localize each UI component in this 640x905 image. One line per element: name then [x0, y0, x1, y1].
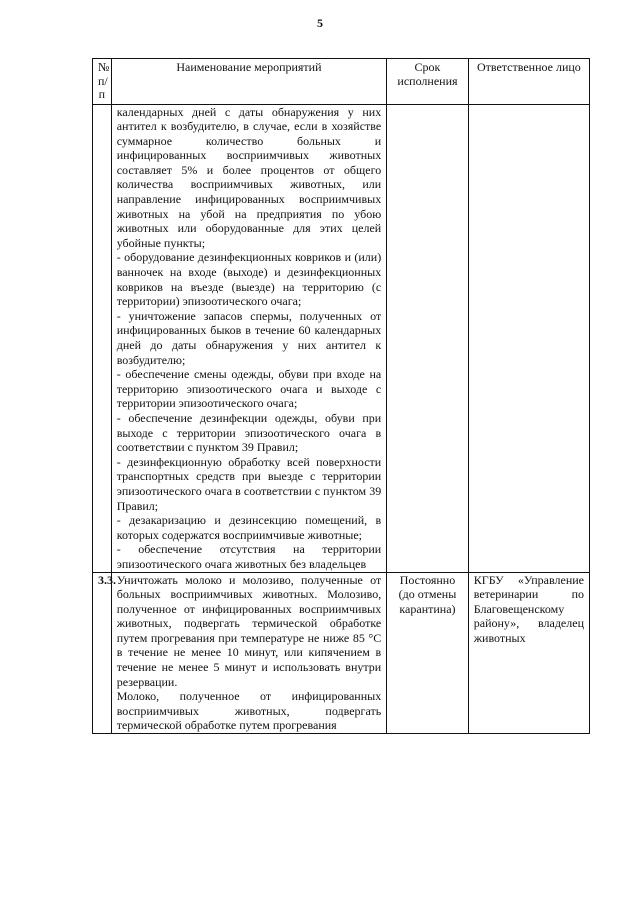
- table-row: [93, 104, 590, 572]
- row-number: 3.3.: [93, 572, 112, 734]
- table-header-row: [93, 59, 590, 105]
- header-name: Наименование мероприятий: [111, 59, 386, 105]
- measure-paragraph: Уничтожать молоко и молозиво, полученные от больных восприимчивых животных. Молозиво, полученное от инфицированных восприимчивых животных, подвергать термической обработке путем прогревания при температуре не ниже 85 °С в течение не менее 10 минут, или кипячением в течение не менее 5 минут и использовать внутри резервации.: [116, 572, 382, 689]
- page-number: 5: [317, 16, 323, 30]
- measure-paragraph: календарных дней с даты обнаружения у них антител к возбудителю, в случае, если в хозяйстве суммарное количество больных и инфицированных восприимчивых животных составляет 5% и более процентов от общего количества восприимчивых животных, или направление инфицированных восприимчивых животных на убой на предприятия по убою животных или оборудованные для этих целей убойные пункты;: [116, 104, 382, 250]
- measure-paragraph: - дезакаризацию и дезинсекцию помещений, в которых содержатся восприимчивые животные;: [116, 513, 382, 542]
- row-number: [93, 104, 112, 572]
- measure-paragraph: - обеспечение отсутствия на территории эпизоотического очага животных без владельцев: [116, 542, 382, 571]
- table-row: [93, 572, 590, 734]
- row-term: Постоянно (до отмены карантина): [387, 572, 469, 734]
- measure-paragraph: - дезинфекционную обработку всей поверхности транспортных средств при выезде с территории эпизоотического очага в соответствии с пунктом 39 Правил;: [116, 454, 382, 513]
- row-responsible: [468, 104, 589, 572]
- measure-paragraph: - обеспечение дезинфекции одежды, обуви при выходе с территории эпизоотического очага в соответствии с пунктом 39 Правил;: [116, 410, 382, 455]
- row-measures: [111, 572, 386, 734]
- row-term: [387, 104, 469, 572]
- header-num: № п/п: [93, 59, 112, 105]
- header-term: Срок исполнения: [387, 59, 469, 105]
- header-responsible: Ответственное лицо: [468, 59, 589, 105]
- measure-paragraph: - обеспечение смены одежды, обуви при входе на территорию эпизоотического очага и выходе с территории эпизоотического очага;: [116, 367, 382, 411]
- measure-paragraph: Молоко, полученное от инфицированных восприимчивых животных, подвергать термической обработке путем прогревания: [116, 689, 382, 733]
- measures-table: [92, 58, 590, 734]
- measure-paragraph: - оборудование дезинфекционных ковриков и (или) ванночек на входе (выходе) и дезинфекционных ковриков на въезде (выезде) на территорию (с территории) эпизоотического очага;: [116, 250, 382, 309]
- row-measures: [111, 104, 386, 572]
- row-responsible: КГБУ «Управление ветеринарии по Благовещенскому району», владелец животных: [468, 572, 589, 734]
- measure-paragraph: - уничтожение запасов спермы, полученных от инфицированных быков в течение 60 календарных дней до даты обнаружения у них антител к возбудителю;: [116, 308, 382, 367]
